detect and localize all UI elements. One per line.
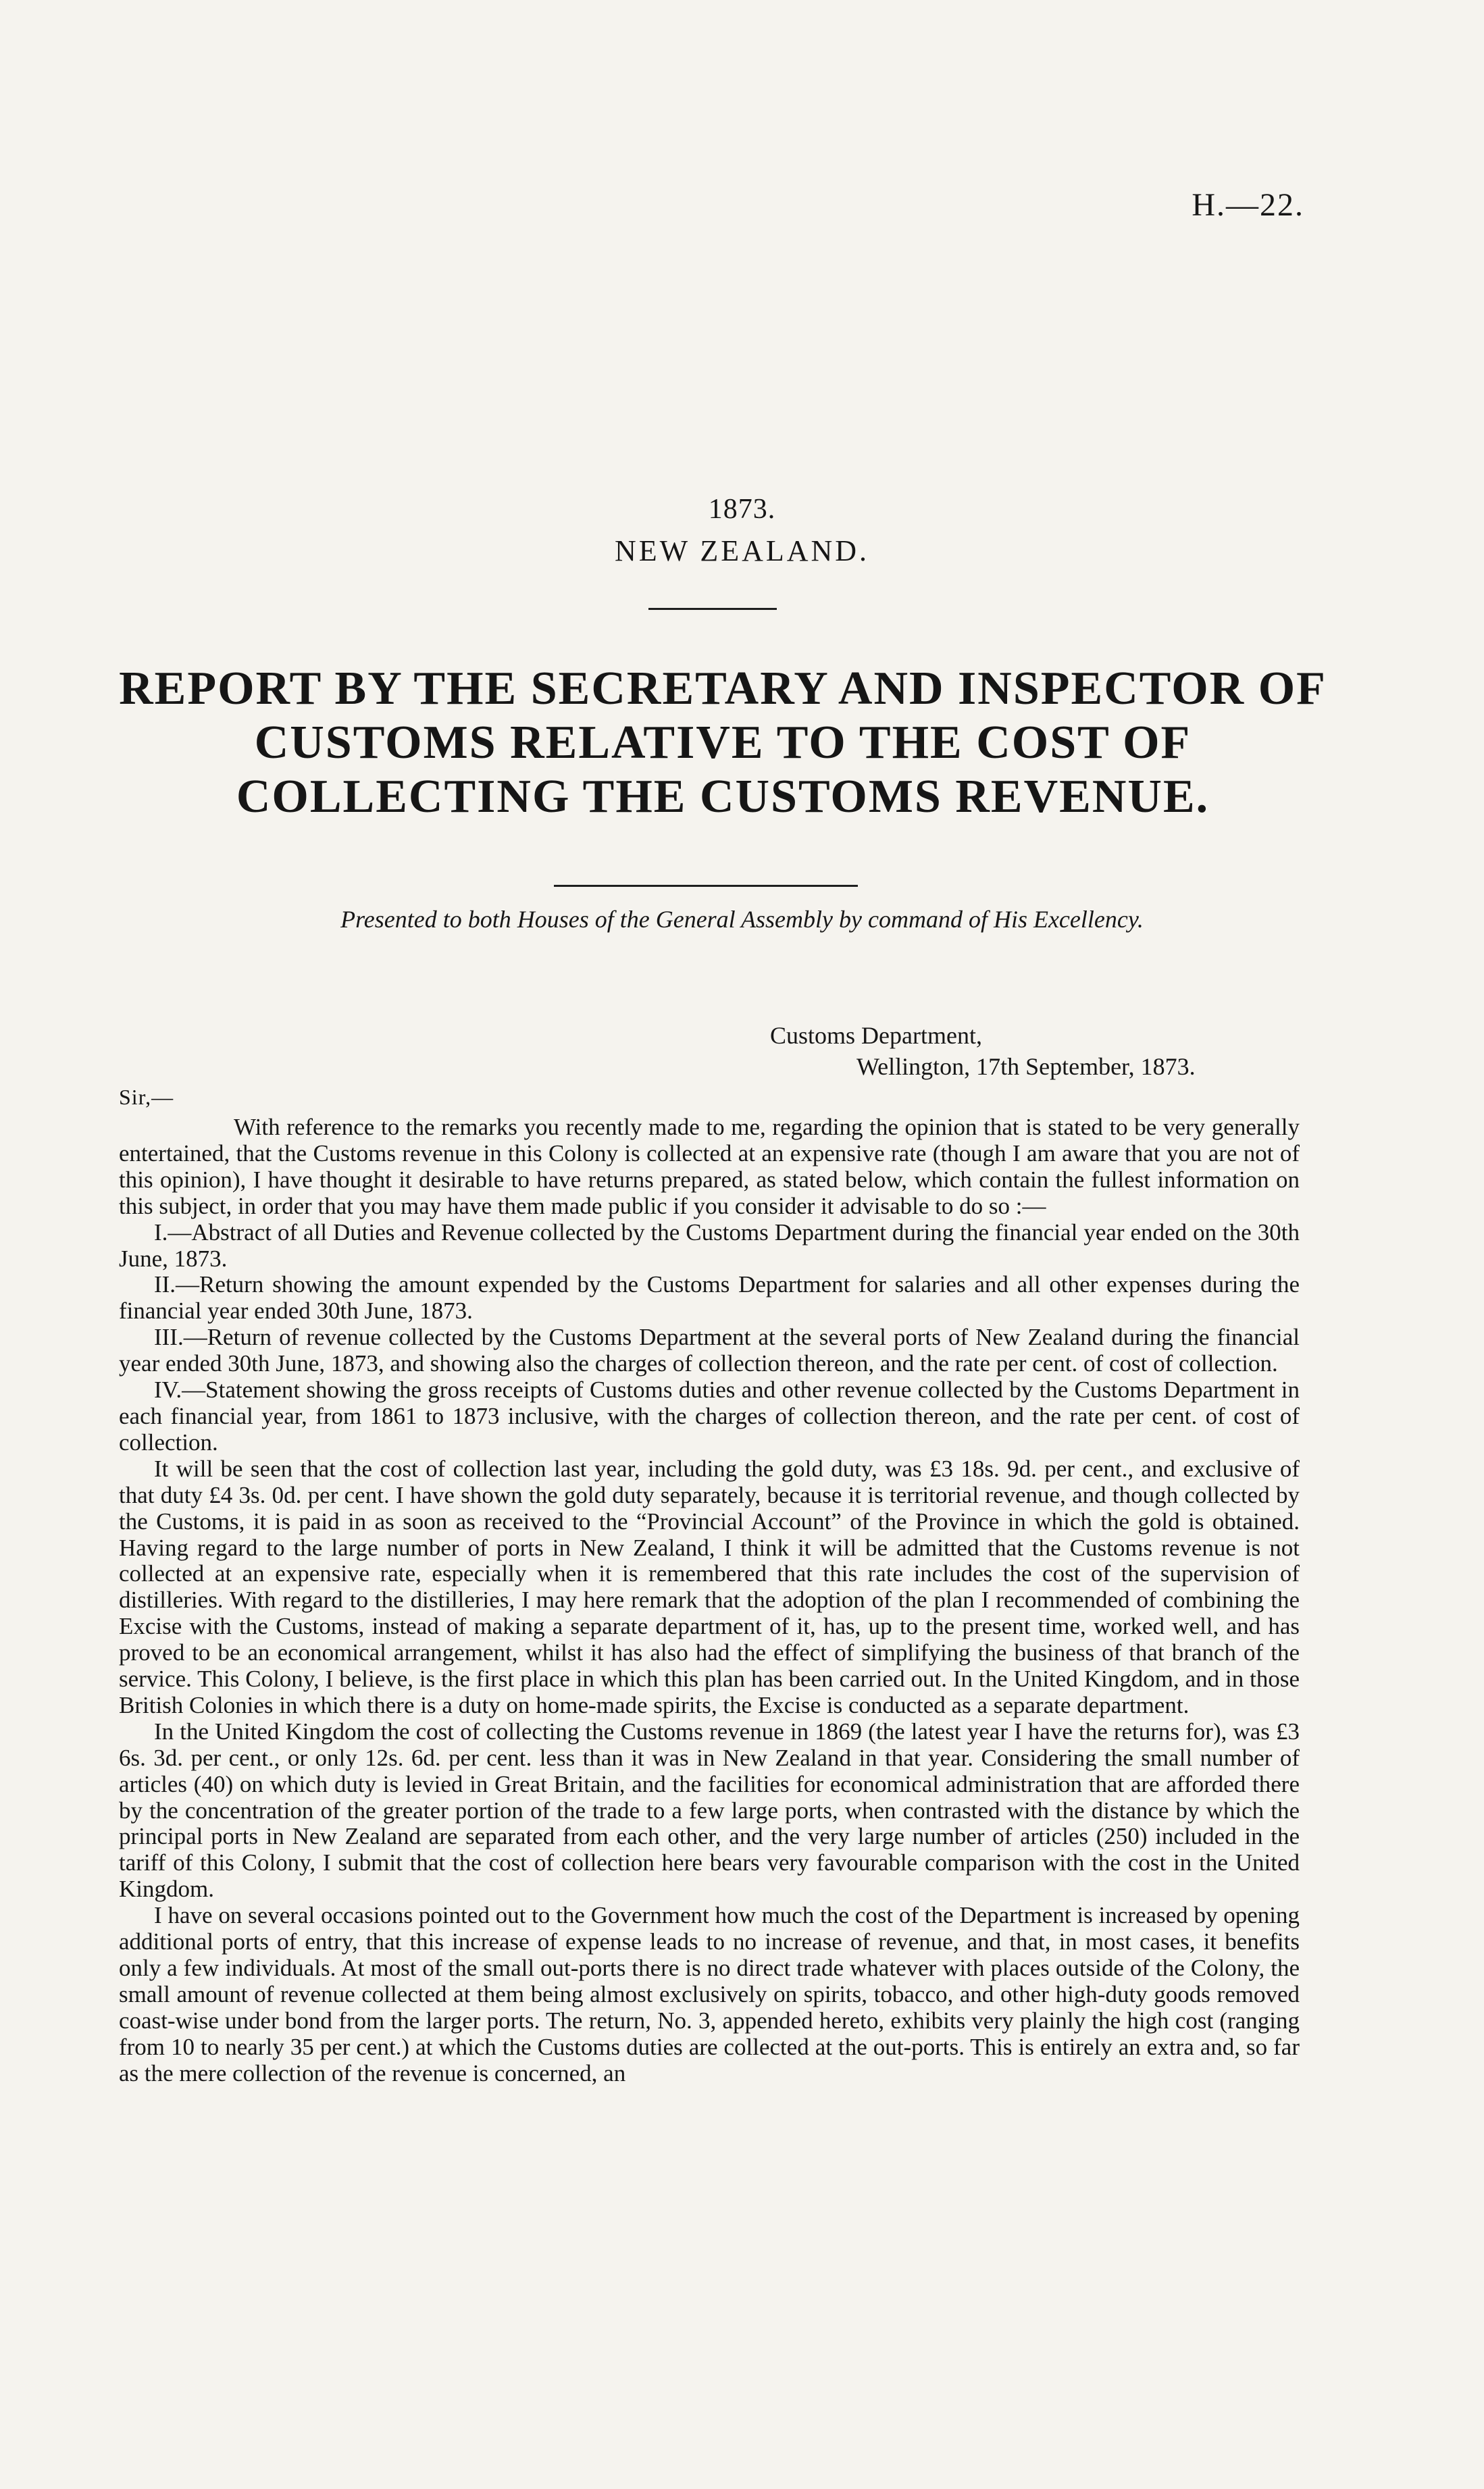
return-item: III.—Return of revenue collected by the Customs Department at the several ports of New Zealand during the financial year ended 30th June, 1873, and showing also the charges of collection thereon, and the rate per cent. of cost of collection.: [119, 1324, 1300, 1377]
divider-rule: [554, 885, 858, 887]
return-item: I.—Abstract of all Duties and Revenue collected by the Customs Department during the financial year ended on the 30th June, 1873.: [119, 1218, 1300, 1272]
letter-body: [119, 1114, 1300, 2087]
letter-place-date: Wellington, 17th September, 1873.: [856, 1053, 1196, 1080]
return-item: II.—Return showing the amount expended by the Customs Department for salaries and all other expenses during the financial year ended 30th June, 1873.: [119, 1271, 1300, 1325]
year-heading: 1873.: [708, 494, 776, 525]
body-paragraph: In the United Kingdom the cost of collecting the Customs revenue in 1869 (the latest year I have the returns for), was £3 6s. 3d. per cent., or only 12s. 6d. per cent. less than it was in New Zealand in that year. Considering the small number of articles (40) on which duty is levied in Great Britain, and the facilities for economical administration that are afforded there by the concentration of the greater portion of the trade to a few large ports, when contrasted with the distance by which the principal ports in New Zealand are separated from each other, and the very large number of articles (250) included in the tariff of this Colony, I submit that the cost of collection here bears very favourable comparison with the cost in the United Kingdom.: [119, 1718, 1300, 1903]
body-paragraph: It will be seen that the cost of collection last year, including the gold duty, was £3 18s. 9d. per cent., and exclusive of that duty £4 3s. 0d. per cent. I have shown the gold duty separately, because it is territorial revenue, and though collected by the Customs, it is paid in as soon as received to the “Provincial Account” of the Province in which the gold is obtained. Having regard to the large number of ports in New Zealand, I think it will be admitted that the Customs revenue is not collected at an expensive rate, especially when it is remembered that this rate includes the cost of the supervision of distilleries. With regard to the distilleries, I may here remark that the adoption of the plan I recommended of combining the Excise with the Customs, instead of making a separate department of it, has, up to the present time, worked well, and has proved to be an economical arrangement, whilst it has also had the effect of simplifying the business of that branch of the service. This Colony, I believe, is the first place in which this plan has been carried out. In the United Kingdom, and in those British Colonies in which there is a duty on home-made spirits, the Excise is conducted as a separate department.: [119, 1455, 1300, 1718]
country-heading: NEW ZEALAND.: [614, 534, 870, 567]
body-paragraph: With reference to the remarks you recently made to me, regarding the opinion that is stated to be very generally entertained, that the Customs revenue in this Colony is collected at an expensive rate (though I am aware that you are not of this opinion), I have thought it desirable to have returns prepared, as stated below, which contain the fullest information on this subject, in order that you may have them made public if you consider it advisable to do so :—: [119, 1114, 1300, 1219]
presented-line: Presented to both Houses of the General Assembly by command of His Excellency.: [340, 906, 1144, 933]
body-paragraph: I have on several occasions pointed out to the Government how much the cost of the Department is increased by opening additional ports of entry, that this increase of expense leads to no increase of revenue, and that, in most cases, it benefits only a few individuals. At most of the small out-ports there is no direct trade whatever with places outside of the Colony, the small amount of revenue collected at them being almost exclusively on spirits, tobacco, and other high-duty goods removed coast-wise under bond from the larger ports. The return, No. 3, appended hereto, exhibits very plainly the high cost (ranging from 10 to nearly 35 per cent.) at which the Customs duties are collected at the out-ports. This is entirely an extra and, so far as the mere collection of the revenue is concerned, an: [119, 1902, 1300, 2086]
paper-number: H.—22.: [1192, 187, 1304, 223]
letter-department: Customs Department,: [770, 1022, 982, 1049]
divider-rule: [648, 608, 777, 610]
return-item: IV.—Statement showing the gross receipts of Customs duties and other revenue collected by the Customs Department in each financial year, from 1861 to 1873 inclusive, with the charges of collection thereon, and the rate per cent. of cost of collection.: [119, 1377, 1300, 1456]
report-title: REPORT BY THE SECRETARY AND INSPECTOR OF CUSTOMS RELATIVE TO THE COST OF COLLECTING THE CUSTOMS REVENUE.: [119, 663, 1327, 823]
letter-salutation: Sir,—: [119, 1085, 174, 1109]
